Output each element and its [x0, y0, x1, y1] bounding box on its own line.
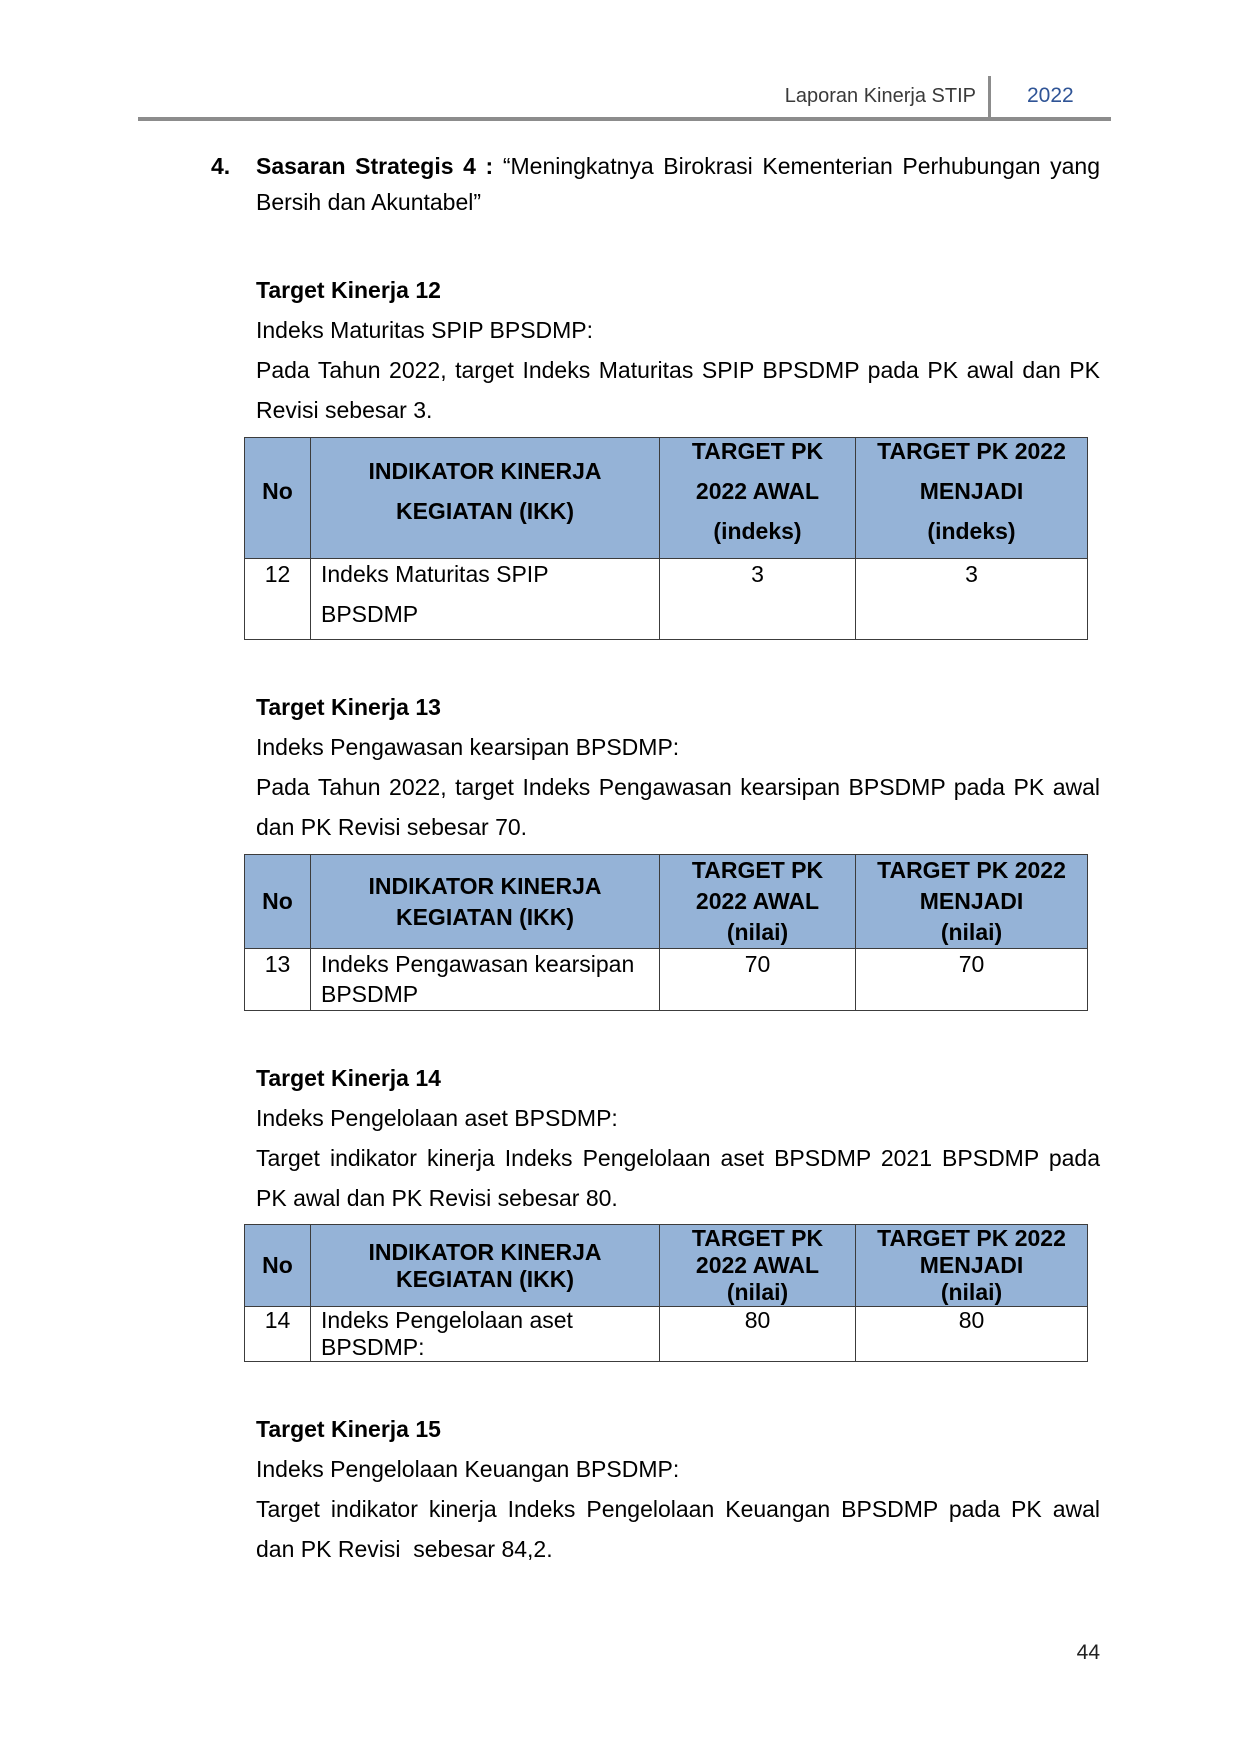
table-header-row — [245, 855, 1088, 949]
section-label: Sasaran Strategis 4 : — [256, 153, 494, 179]
column-header-label: TARGET PK 2022 AWAL (indeks) — [691, 438, 824, 544]
cell-text: Indeks Pengawasan kearsipan BPSDMP — [321, 951, 635, 1007]
cell-ikk — [311, 949, 660, 1011]
cell-text: Indeks Pengelolaan aset BPSDMP: — [321, 1307, 573, 1360]
cell-text: 80 — [958, 1307, 985, 1333]
cell-text: 80 — [744, 1307, 771, 1333]
column-header-no — [245, 855, 311, 949]
target-heading: Target Kinerja 14 — [256, 1065, 441, 1091]
table-row — [245, 1307, 1088, 1362]
cell-text: 12 — [264, 561, 291, 587]
target-heading: Target Kinerja 15 — [256, 1416, 441, 1442]
target-indicator: Indeks Maturitas SPIP BPSDMP: — [256, 317, 594, 343]
target-description-line: Target indikator kinerja Indeks Pengelolaan Keuangan BPSDMP pada PK awal — [256, 1496, 1100, 1522]
section-title — [256, 148, 1100, 220]
target-indicator: Indeks Pengelolaan Keuangan BPSDMP: — [256, 1456, 680, 1482]
table-header-row — [245, 1225, 1088, 1307]
target-12-block — [256, 270, 1100, 430]
cell-text: 13 — [264, 951, 291, 977]
section-title-line-2: Bersih dan Akuntabel” — [256, 189, 482, 215]
cell-target-awal — [660, 949, 856, 1011]
cell-text: 70 — [744, 951, 771, 977]
target-description-line: Pada Tahun 2022, target Indeks Pengawasan kearsipan BPSDMP pada PK awal — [256, 774, 1100, 800]
column-header-label: INDIKATOR KINERJA KEGIATAN (IKK) — [368, 458, 602, 524]
column-header-target-awal — [660, 438, 856, 559]
table-header-row — [245, 438, 1088, 559]
cell-target-menjadi — [856, 559, 1088, 640]
column-header-label: TARGET PK 2022 MENJADI (indeks) — [877, 438, 1066, 544]
table-row — [245, 949, 1088, 1011]
column-header-label: TARGET PK 2022 AWAL (nilai) — [691, 857, 824, 945]
cell-text: 14 — [264, 1307, 291, 1333]
section-title-text: “Meningkatnya Birokrasi Kementerian Perhubungan yang — [502, 153, 1100, 179]
section-title-line-1 — [256, 148, 1100, 184]
cell-text: 3 — [751, 561, 764, 587]
column-header-target-menjadi — [856, 855, 1088, 949]
cell-text: 70 — [958, 951, 985, 977]
cell-target-menjadi — [856, 1307, 1088, 1362]
cell-ikk — [311, 559, 660, 640]
target-14-block — [256, 1058, 1100, 1218]
column-header-target-awal — [660, 1225, 856, 1307]
table-row — [245, 559, 1088, 640]
column-header-label: TARGET PK 2022 AWAL (nilai) — [691, 1225, 824, 1305]
column-header-label: INDIKATOR KINERJA KEGIATAN (IKK) — [368, 1238, 602, 1292]
target-description-line: dan PK Revisi sebesar 84,2. — [256, 1536, 553, 1562]
column-header-label: TARGET PK 2022 MENJADI (nilai) — [877, 1225, 1066, 1305]
cell-text: 3 — [965, 561, 978, 587]
column-header-ikk — [311, 1225, 660, 1307]
cell-no — [245, 949, 311, 1011]
target-description-line: dan PK Revisi sebesar 70. — [256, 814, 528, 840]
column-header-no — [245, 1225, 311, 1307]
header-rule — [138, 117, 1111, 121]
cell-target-awal — [660, 559, 856, 640]
target-description-line: PK awal dan PK Revisi sebesar 80. — [256, 1185, 618, 1211]
target-indicator: Indeks Pengawasan kearsipan BPSDMP: — [256, 734, 680, 760]
cell-ikk — [311, 1307, 660, 1362]
target-indicator: Indeks Pengelolaan aset BPSDMP: — [256, 1105, 618, 1131]
cell-target-awal — [660, 1307, 856, 1362]
column-header-ikk — [311, 855, 660, 949]
column-header-label: No — [262, 888, 293, 914]
column-header-label: INDIKATOR KINERJA KEGIATAN (IKK) — [368, 872, 602, 930]
header-divider — [988, 76, 991, 119]
cell-text: Indeks Maturitas SPIP BPSDMP — [321, 561, 549, 627]
column-header-ikk — [311, 438, 660, 559]
target-12-table — [244, 437, 1088, 640]
target-14-table — [244, 1224, 1088, 1362]
column-header-label: TARGET PK 2022 MENJADI (nilai) — [877, 857, 1066, 945]
column-header-no — [245, 438, 311, 559]
target-description-line: Pada Tahun 2022, target Indeks Maturitas SPIP BPSDMP pada PK awal dan PK — [256, 357, 1100, 383]
target-13-block — [256, 687, 1100, 847]
target-description-line: Target indikator kinerja Indeks Pengelolaan aset BPSDMP 2021 BPSDMP pada — [256, 1145, 1100, 1171]
cell-target-menjadi — [856, 949, 1088, 1011]
column-header-target-awal — [660, 855, 856, 949]
cell-no — [245, 559, 311, 640]
page-number: 44 — [1076, 1641, 1100, 1664]
target-15-block — [256, 1409, 1100, 1569]
target-13-table — [244, 854, 1088, 1011]
report-year: 2022 — [1027, 84, 1074, 107]
cell-no — [245, 1307, 311, 1362]
column-header-label: No — [262, 478, 293, 504]
column-header-target-menjadi — [856, 1225, 1088, 1307]
section-number: 4. — [211, 153, 231, 179]
column-header-target-menjadi — [856, 438, 1088, 559]
target-description-line: Revisi sebesar 3. — [256, 397, 433, 423]
report-title: Laporan Kinerja STIP — [784, 85, 976, 107]
column-header-label: No — [262, 1252, 293, 1278]
target-heading: Target Kinerja 13 — [256, 694, 441, 720]
target-heading: Target Kinerja 12 — [256, 277, 441, 303]
